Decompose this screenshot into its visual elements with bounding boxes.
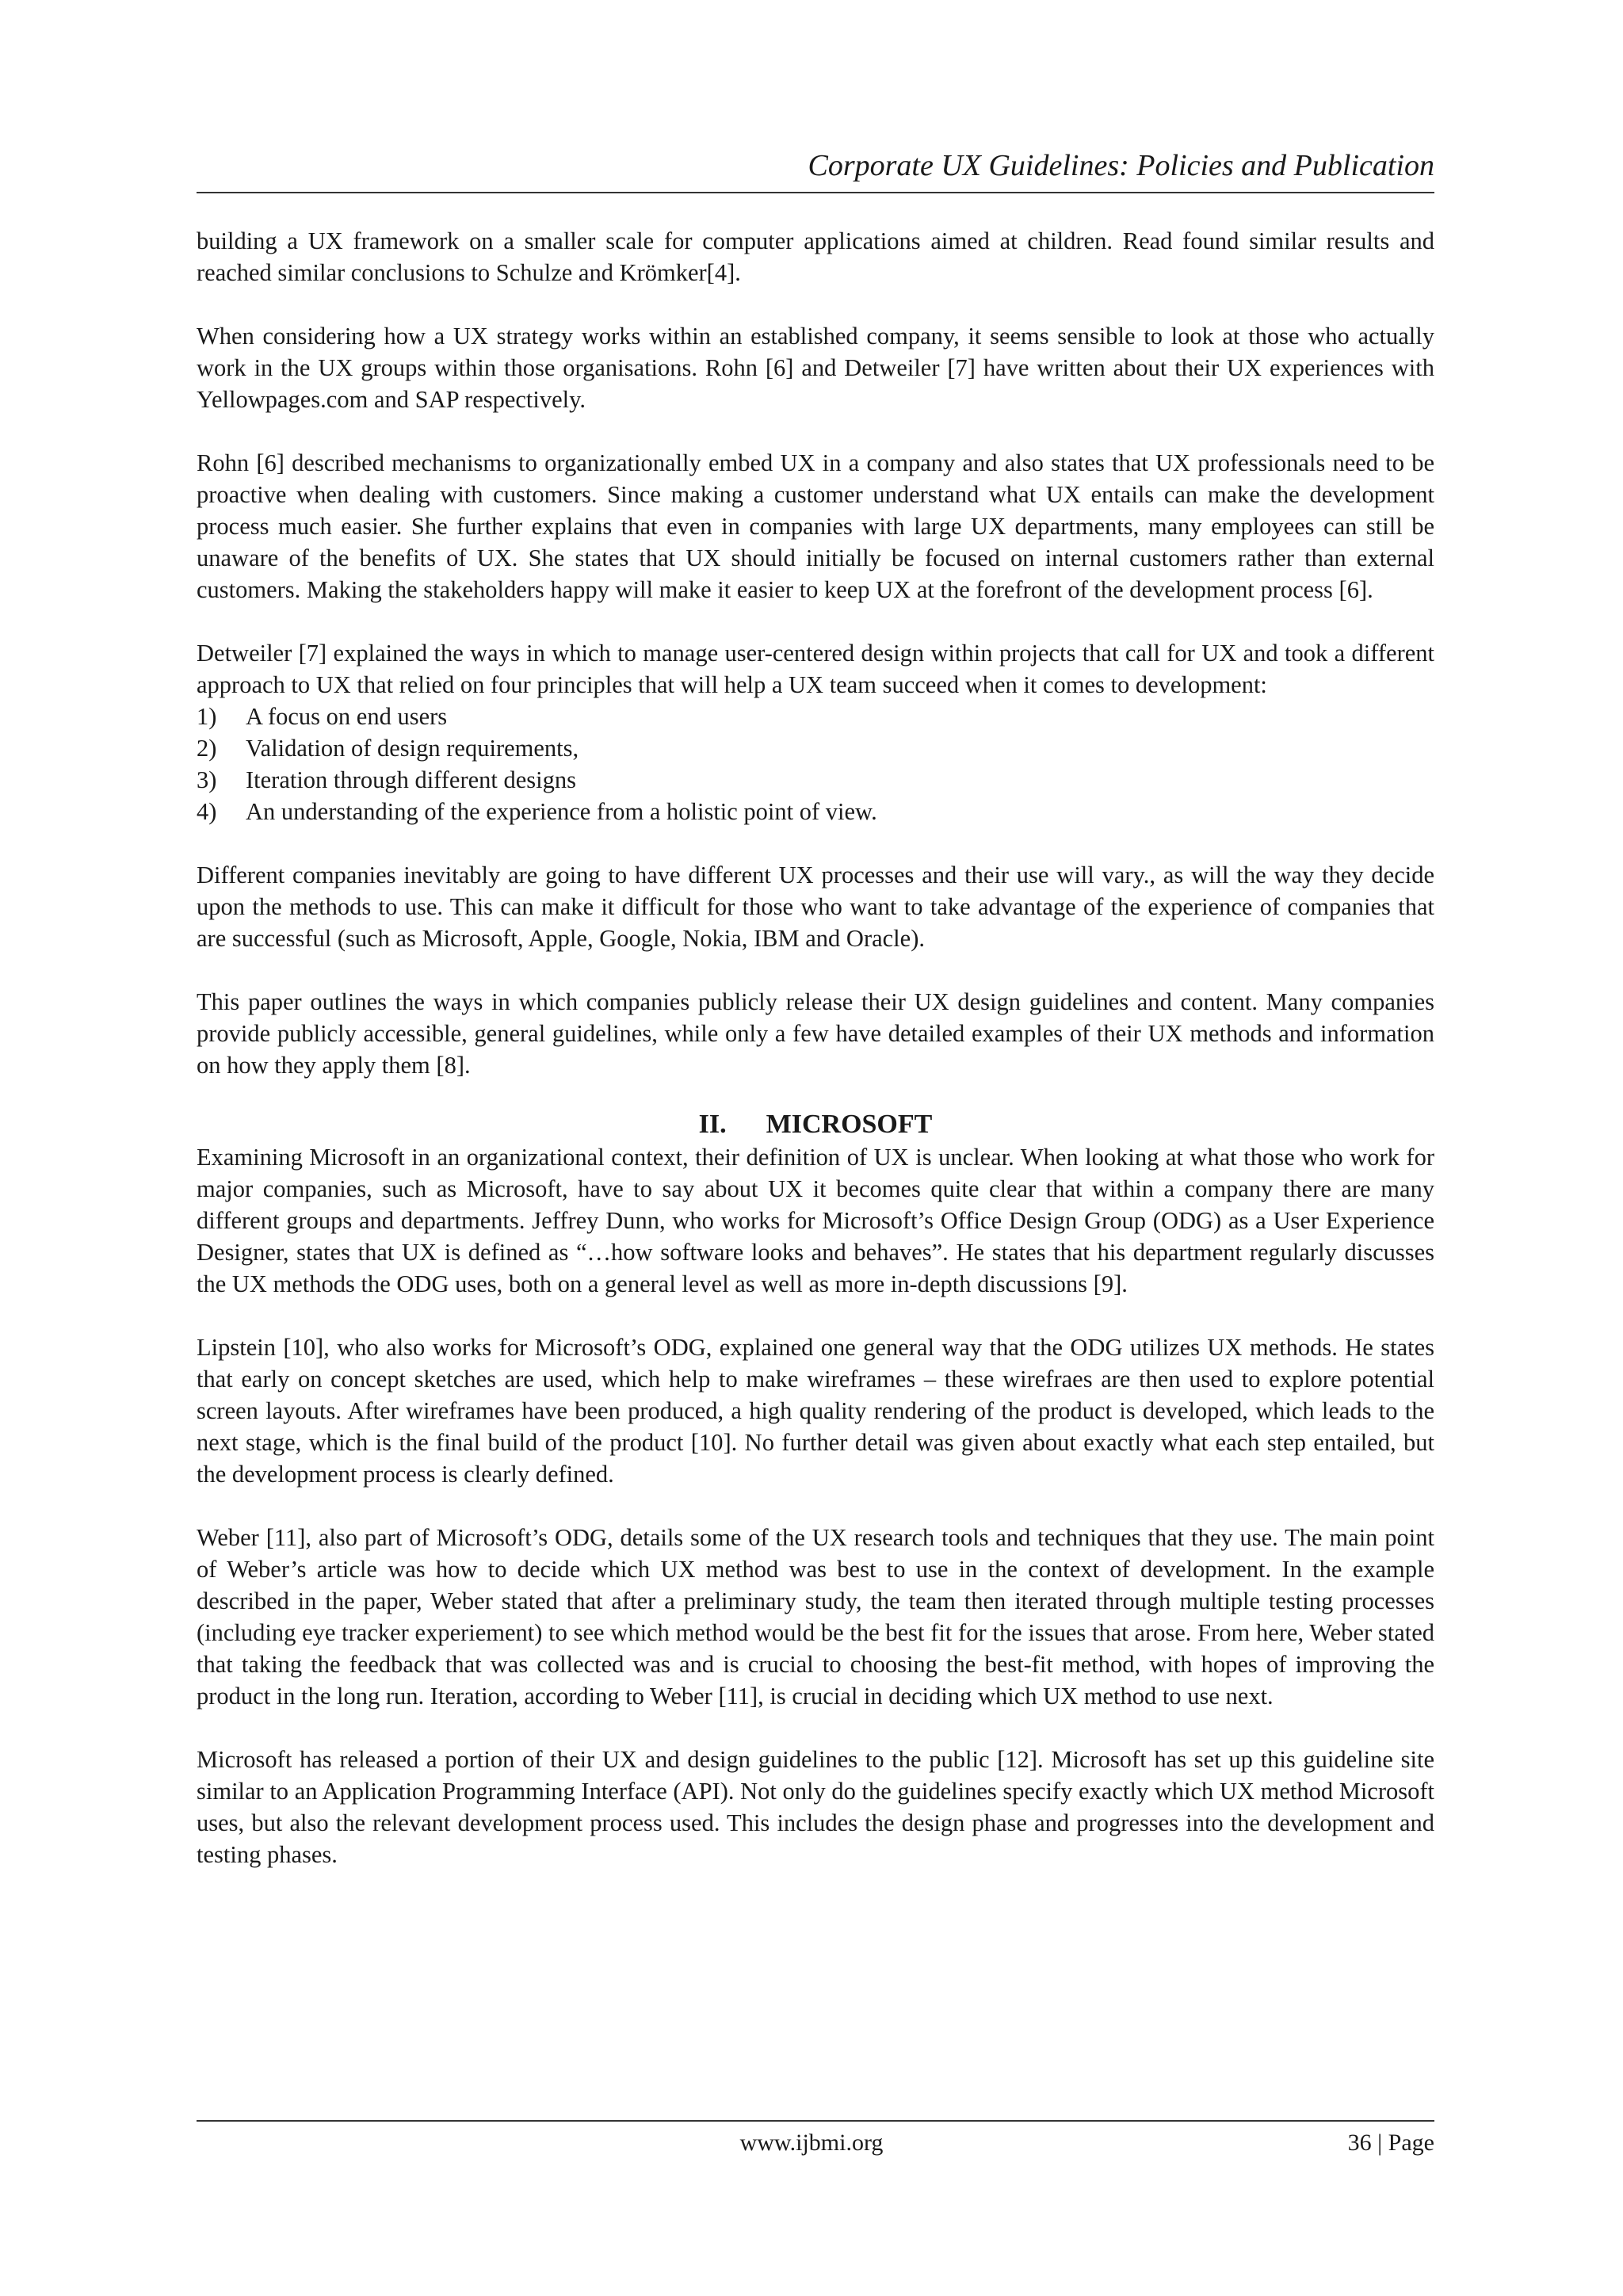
list-item bbox=[197, 796, 1434, 827]
section-title: MICROSOFT bbox=[766, 1110, 933, 1139]
header-divider bbox=[197, 192, 1434, 193]
paragraph: Detweiler [7] explained the ways in which to manage user-centered design within projects that call for UX and took a different approach to UX that relied on four principles that will help a UX team succeed when it comes to development: bbox=[197, 640, 1434, 698]
paragraph: Rohn [6] described mechanisms to organizationally embed UX in a company and also states that UX professionals need to be proactive when dealing with customers. Since making a customer understand what UX entails can make the development process much easier. She further explains that even in companies with large UX departments, many employees can still be unaware of the benefits of UX. She states that UX should initially be focused on internal customers rather than external customers. Making the stakeholders happy will make it easier to keep UX at the forefront of the development process [6]. bbox=[197, 449, 1434, 603]
section-number: II. bbox=[698, 1110, 727, 1139]
list-item bbox=[197, 732, 1434, 764]
paragraph: Microsoft has released a portion of their UX and design guidelines to the public [12]. Microsoft has set up this guideline site similar to an Application Programming Interface (API). Not only do the guidelines specify exactly which UX method Microsoft uses, but also the relevant development process used. This includes the design phase and progresses into the development and testing phases. bbox=[197, 1746, 1434, 1868]
paragraph: This paper outlines the ways in which companies publicly release their UX design guidelines and content. Many companies provide publicly accessible, general guidelines, while only a few have detailed examples of their UX methods and information on how they apply them [8]. bbox=[197, 988, 1434, 1079]
list-item-text: Validation of design requirements, bbox=[246, 735, 579, 762]
article-body bbox=[197, 225, 1434, 1902]
paragraph: When considering how a UX strategy works within an established company, it seems sensible to look at those who actually work in the UX groups within those organisations. Rohn [6] and Detweiler [7] have written about their UX experiences with Yellowpages.com and SAP respectively. bbox=[197, 323, 1434, 413]
paragraph: Examining Microsoft in an organizational context, their definition of UX is unclear. When looking at what those who work for major companies, such as Microsoft, have to say about UX it becomes quite clear that within a company there are many different groups and departments. Jeffrey Dunn, who works for Microsoft’s Office Design Group (ODG) as a User Experience Designer, states that UX is defined as “…how software looks and behaves”. He states that his department regularly discusses the UX methods the ODG uses, both on a general level as well as more in-depth discussions [9]. bbox=[197, 1144, 1434, 1297]
footer-url: www.ijbmi.org bbox=[739, 2130, 884, 2156]
paragraph: Lipstein [10], who also works for Microsoft’s ODG, explained one general way that the ODG utilizes UX methods. He states that early on concept sketches are used, which help to make wireframes – these wirefraes are then used to explore potential screen layouts. After wireframes have been produced, a high quality rendering of the product is developed, which leads to the next stage, which is the final build of the product [10]. No further detail was given about exactly what each step entailed, but the development process is clearly defined. bbox=[197, 1334, 1434, 1488]
list-item-text: An understanding of the experience from a holistic point of view. bbox=[246, 798, 877, 825]
list-item-number: 3) bbox=[197, 766, 217, 793]
list-item-number: 1) bbox=[197, 703, 217, 730]
principles-list bbox=[197, 701, 1434, 827]
section-heading bbox=[197, 1108, 1434, 1141]
list-item-number: 4) bbox=[197, 798, 217, 825]
list-item-number: 2) bbox=[197, 735, 217, 762]
list-item-text: A focus on end users bbox=[246, 703, 448, 730]
list-item bbox=[197, 701, 1434, 732]
running-header: Corporate UX Guidelines: Policies and Publication bbox=[808, 149, 1434, 182]
page-number: 36 | Page bbox=[1347, 2130, 1434, 2156]
paragraph: Different companies inevitably are going to have different UX processes and their use will vary., as will the way they decide upon the methods to use. This can make it difficult for those who want to take advantage of the experience of companies that are successful (such as Microsoft, Apple, Google, Nokia, IBM and Oracle). bbox=[197, 861, 1434, 952]
list-item bbox=[197, 764, 1434, 796]
paragraph: Weber [11], also part of Microsoft’s ODG, details some of the UX research tools and techniques that they use. The main point of Weber’s article was how to decide which UX method was best to use in the context of development. In the example described in the paper, Weber stated that after a preliminary study, the team then iterated through multiple testing processes (including eye tracker experiement) to see which method would be the best fit for the issues that arose. From here, Weber stated that taking the feedback that was collected was and is crucial to choosing the best-fit method, with hopes of improving the product in the long run. Iteration, according to Weber [11], is crucial in deciding which UX method to use next. bbox=[197, 1524, 1434, 1710]
footer-divider bbox=[197, 2120, 1434, 2122]
list-item-text: Iteration through different designs bbox=[246, 766, 577, 793]
paragraph: building a UX framework on a smaller scale for computer applications aimed at children. Read found similar results and reached similar conclusions to Schulze and Krömker[4]. bbox=[197, 227, 1434, 286]
